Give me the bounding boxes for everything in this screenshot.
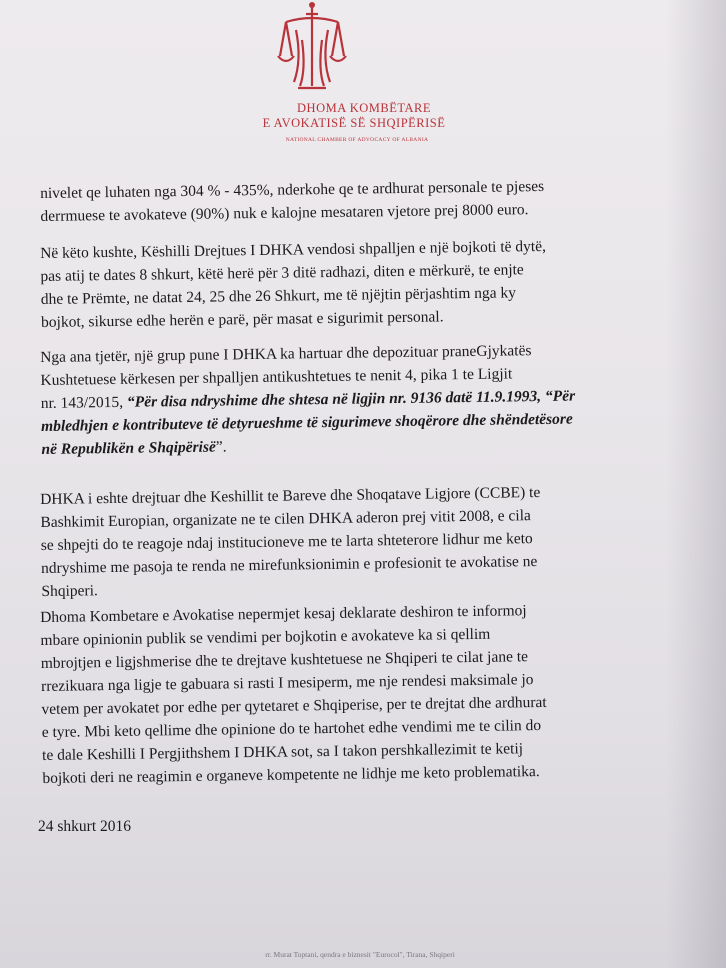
text-line: dhe te Prëmte, ne datat 24, 25 dhe 26 Shkurt, me të njëjtin përjashtim nga ky (40, 284, 517, 308)
text-line: mbare opinionin publik se vendimi per bojkotin e avokateve ka si qellim (40, 625, 491, 649)
text-line: Bashkimit Europian, organizate ne te cilen DHKA aderon prej vitit 2008, e cila (40, 507, 531, 531)
text-line: bojkot, sikurse edhe herën e parë, për masat e sigurimit personal. (41, 308, 444, 331)
text-line: ndryshime me pasoja te renda ne mirefunksionimin e profesionit te avokatise ne (41, 553, 538, 577)
law-title: në Republikën e Shqipërisë (41, 438, 216, 458)
text-line: Kushtetuese kërkesen per shpalljen antikushtetues te nenit 4, pika 1 te Ligjit (40, 365, 513, 389)
paragraph-2 (40, 233, 681, 334)
text-line: nivelet qe luhaten nga 304 % - 435%, nderkohe qe te ardhurat personale te pjeses (40, 177, 545, 202)
paragraph-3 (40, 337, 682, 461)
paragraph-5 (40, 597, 683, 790)
law-title: “Për disa ndryshime dhe shtesa në ligjin nr. 9136 datë 11.9.1993, “Për (126, 387, 576, 411)
text-line: rrezikuara nga ligje te gabuara si rasti I mesiperm, me nje rendesi maksimale jo (41, 671, 534, 695)
text-line: bojkoti deri ne reagimin e organeve kompetente ne lidhje me keto problematika. (42, 763, 540, 787)
closing-quote: ”. (215, 438, 227, 456)
org-name-line1: DHOMA KOMBËTARE (297, 101, 431, 115)
paragraph-1 (40, 173, 681, 228)
org-name-english: NATIONAL CHAMBER OF ADVOCACY OF ALBANIA (285, 137, 429, 143)
text-line: mbrojtjen e ligjshmerise dhe te drejtave kushtetuese ne Shqiperi te cilat jane te (40, 648, 529, 672)
footer-address: rr. Murat Toptani, qendra e biznesit "Eurocol", Tirana, Shqiperi (265, 950, 455, 959)
text-line: Dhoma Kombetare e Avokatise nepermjet kesaj deklarate deshiron te informoj (40, 602, 527, 626)
text-line: Nga ana tjetër, një grup pune I DHKA ka hartuar dhe depozituar praneGjykatës (40, 342, 532, 366)
law-number: nr. 143/2015, (40, 393, 128, 412)
document-date: 24 shkurt 2016 (38, 818, 131, 835)
text-line: te dale Keshilli I Pergjithshem I DHKA sot, sa I takon pershkallezimit te ketij (41, 740, 524, 764)
org-name-line2: E AVOKATISË SË SHQIPËRISË (262, 116, 446, 130)
text-line: DHKA i eshte drejtuar dhe Keshillit te Bareve dhe Shoqatave Ligjore (CCBE) te (40, 484, 541, 508)
text-line: vetem per avokatet por edhe per qytetaret e Shqiperise, per te drejtat dhe ardhurat (41, 693, 547, 718)
text-line: se shpejti do te reagoje ndaj institucioneve me te larta shteterore lidhur me keto (40, 530, 533, 554)
paragraph-4 (40, 479, 682, 603)
text-line: derrmuese te avokateve (90%) nuk e kalojne mesataren vjetore prej 8000 euro. (40, 201, 529, 225)
text-line: Shqiperi. (41, 582, 98, 600)
text-line: pas atij te dates 8 shkurt, këtë herë për 3 ditë radhazi, diten e mërkurë, te enjte (40, 261, 524, 285)
text-line: e tyre. Mbi keto qellime dhe opinione do te hartohet edhe vendimi me te cilin do (41, 717, 542, 741)
justice-emblem-icon (272, 0, 352, 100)
text-line: Në këto kushte, Këshilli Drejtues I DHKA vendosi shpalljen e një bojkoti të dytë, (40, 237, 547, 262)
law-title: mbledhjen e kontributeve të detyrueshme të sigurimeve shoqërore dhe shëndetësore (41, 410, 573, 435)
